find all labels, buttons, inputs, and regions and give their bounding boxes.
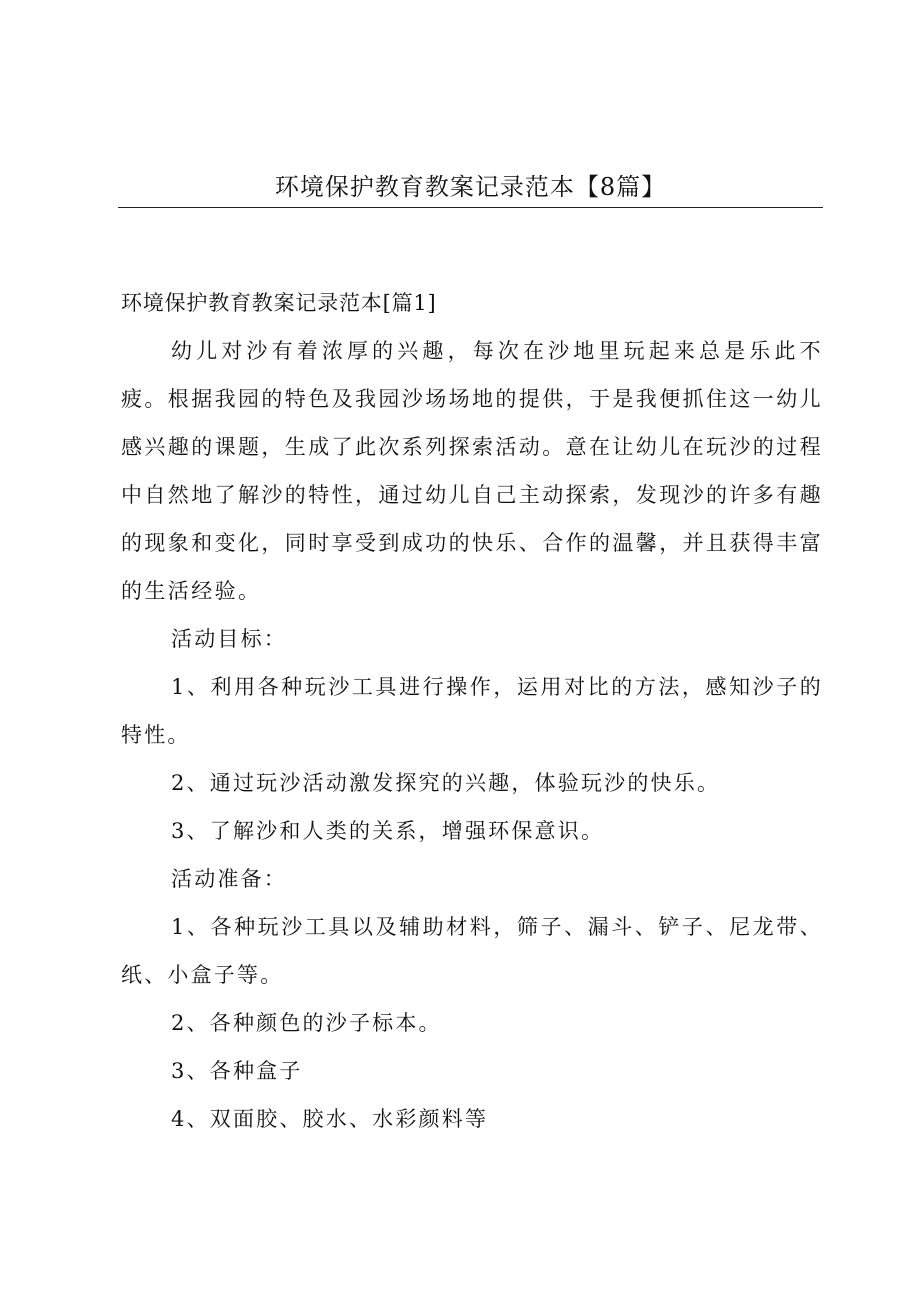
document-body	[121, 279, 823, 1143]
preparation-heading: 活动准备：	[171, 867, 287, 891]
document-title: 环境保护教育教案记录范本【8篇】	[274, 173, 667, 201]
section-heading: 环境保护教育教案记录范本[篇1]	[121, 291, 437, 315]
preparation-item: 3、各种盒子	[171, 1059, 303, 1083]
preparation-item: 2、各种颜色的沙子标本。	[171, 1011, 442, 1035]
goal-item: 3、了解沙和人类的关系，增强环保意识。	[171, 819, 605, 843]
goal-item: 2、通过玩沙活动激发探究的兴趣，体验玩沙的快乐。	[171, 771, 721, 795]
title-underline	[118, 207, 823, 208]
goal-item: 1、利用各种玩沙工具进行操作，运用对比的方法，感知沙子的特性。	[121, 675, 823, 747]
intro-paragraph: 幼儿对沙有着浓厚的兴趣，每次在沙地里玩起来总是乐此不疲。根据我园的特色及我园沙场场地的提供，于是我便抓住这一幼儿感兴趣的课题，生成了此次系列探索活动。意在让幼儿在玩沙的过程中自然地了解沙的特性，通过幼儿自己主动探索，发现沙的许多有趣的现象和变化，同时享受到成功的快乐、合作的温馨，并且获得丰富的生活经验。	[121, 339, 823, 603]
preparation-item: 1、各种玩沙工具以及辅助材料，筛子、漏斗、铲子、尼龙带、纸、小盒子等。	[121, 915, 823, 987]
goals-heading: 活动目标：	[171, 627, 287, 651]
preparation-item: 4、双面胶、胶水、水彩颜料等	[171, 1107, 489, 1131]
